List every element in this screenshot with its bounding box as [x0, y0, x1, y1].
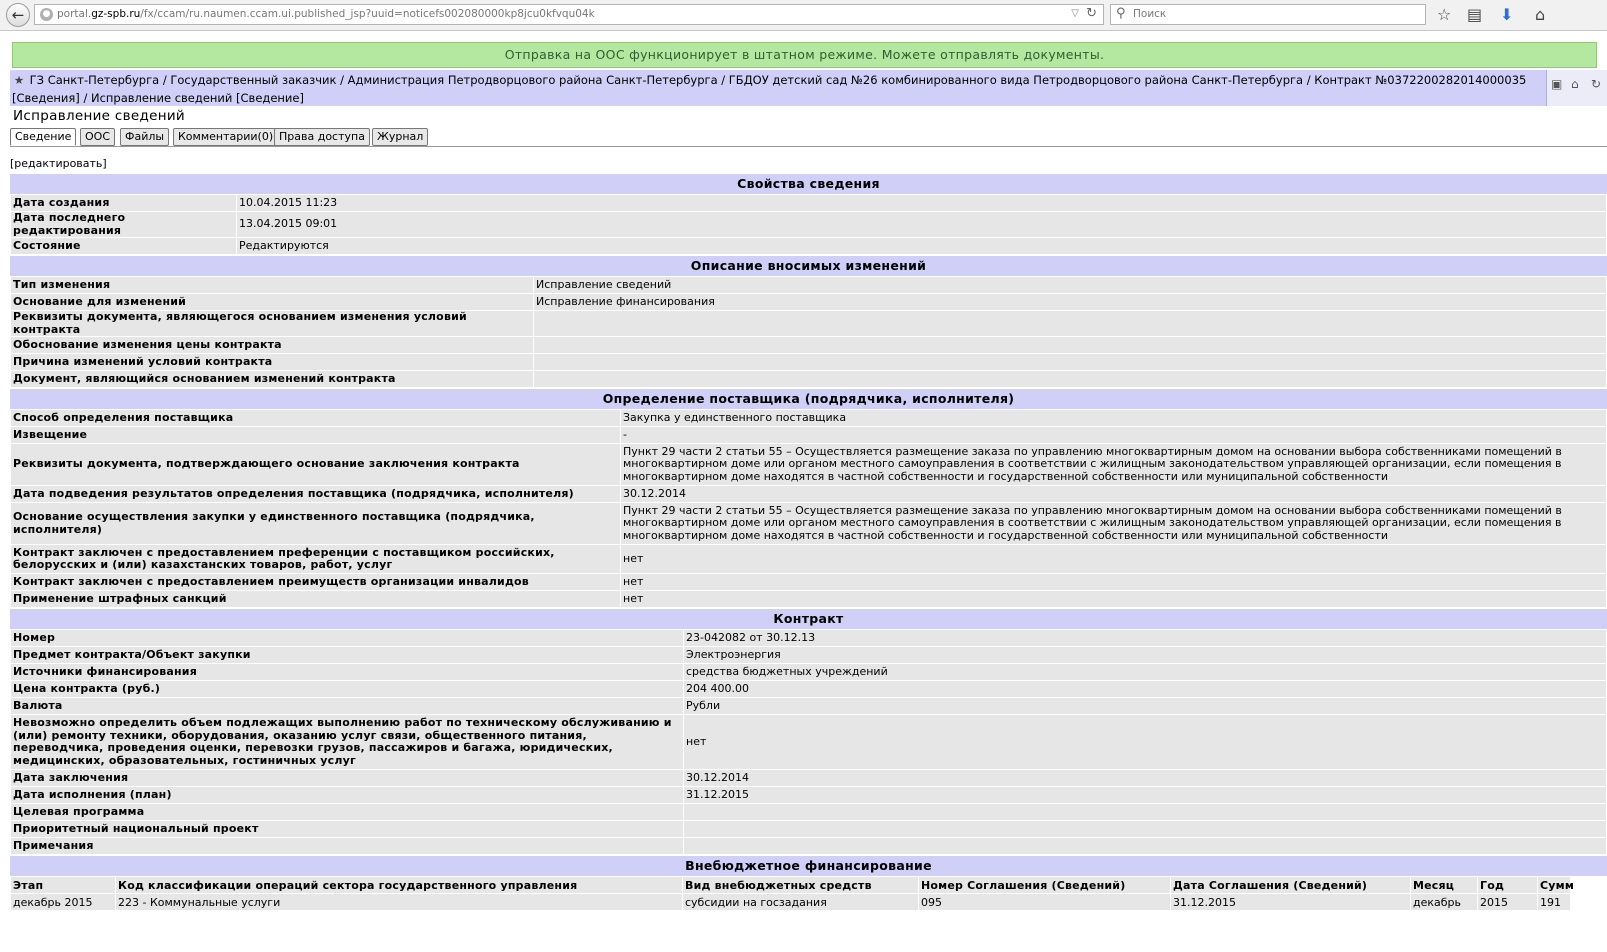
- row-value: [534, 337, 1607, 354]
- table-cell: 31.12.2015: [1171, 894, 1411, 911]
- row-value: Редактируются: [237, 238, 1607, 255]
- row-label: Причина изменений условий контракта: [11, 354, 534, 371]
- row-label: Реквизиты документа, подтверждающего основание заключения контракта: [11, 444, 621, 486]
- row-value: Пункт 29 части 2 статьи 55 – Осуществляется размещение заказа по управлению многоквартирным домом на основании выбора собственниками помещений в многоквартирном доме или органом местного самоуправления в соответствии с жилищным законодательством управляющей организации, если помещения в многоквартирном доме находятся в частной собственности и государственной собственности или муниципальной собственности: [621, 444, 1607, 486]
- row-label: Извещение: [11, 427, 621, 444]
- url-prefix: portal.: [57, 8, 92, 20]
- row-value: [534, 371, 1607, 388]
- table-cell: декабрь: [1411, 894, 1478, 911]
- table-row: [11, 664, 1607, 681]
- refresh-icon[interactable]: ↻: [1591, 77, 1602, 91]
- row-label: Дата подведения результатов определения поставщика (подрядчика, исполнителя): [11, 486, 621, 503]
- row-value: нет: [621, 574, 1607, 591]
- table-row: [11, 212, 1607, 238]
- page-title: Исправление сведений: [13, 108, 185, 124]
- tab-access-rights[interactable]: Права доступа: [274, 128, 370, 146]
- row-value: нет: [621, 591, 1607, 608]
- table-cell: 2015: [1478, 894, 1538, 911]
- table-row: [11, 427, 1607, 444]
- row-label: Номер: [11, 630, 684, 647]
- table-row: [11, 630, 1607, 647]
- url-text[interactable]: [57, 8, 595, 20]
- tab-bar: [10, 128, 1607, 147]
- column-header: Сумм: [1538, 877, 1571, 894]
- table-row: [11, 821, 1607, 838]
- row-label: Основание для изменений: [11, 294, 534, 311]
- table-row: [11, 195, 1607, 212]
- home-small-icon[interactable]: ⌂: [1571, 77, 1579, 91]
- search-placeholder[interactable]: Поиск: [1133, 8, 1167, 20]
- row-label: Способ определения поставщика: [11, 410, 621, 427]
- row-value: 13.04.2015 09:01: [237, 212, 1607, 238]
- breadcrumb-tools: [1546, 70, 1607, 106]
- table-cell: 095: [919, 894, 1171, 911]
- row-value: 30.12.2014: [621, 486, 1607, 503]
- row-value: [684, 821, 1607, 838]
- reload-icon[interactable]: ↻: [1086, 6, 1097, 21]
- row-value: нет: [684, 715, 1607, 770]
- row-value: Исправление сведений: [534, 277, 1607, 294]
- table-row: [11, 337, 1607, 354]
- table-cell: 223 - Коммунальные услуги: [116, 894, 683, 911]
- row-value: [684, 804, 1607, 821]
- column-header: Месяц: [1411, 877, 1478, 894]
- row-label: Дата исполнения (план): [11, 787, 684, 804]
- tab-svedenie[interactable]: Сведение: [10, 128, 76, 146]
- row-label: Дата создания: [11, 195, 237, 212]
- table-row: [11, 698, 1607, 715]
- breadcrumb: [10, 70, 1607, 106]
- edit-link[interactable]: [редактировать]: [10, 157, 107, 170]
- table-row: [11, 838, 1607, 855]
- table-cell: субсидии на госзадания: [683, 894, 919, 911]
- home-icon[interactable]: ⌂: [1535, 5, 1546, 24]
- row-label: Реквизиты документа, являющегося основанием изменения условий контракта: [11, 311, 534, 337]
- row-label: Основание осуществления закупки у единственного поставщика (подрядчика, исполнителя): [11, 503, 621, 545]
- search-icon: ⚲: [1116, 6, 1126, 21]
- row-value: 31.12.2015: [684, 787, 1607, 804]
- address-bar[interactable]: [34, 4, 1104, 25]
- row-label: Контракт заключен с предоставлением преимуществ организации инвалидов: [11, 574, 621, 591]
- breadcrumb-path[interactable]: [12, 73, 1526, 87]
- column-header: Номер Соглашения (Сведений): [919, 877, 1171, 894]
- bookmarks-list-icon[interactable]: ▤: [1467, 5, 1483, 24]
- row-value: 10.04.2015 11:23: [237, 195, 1607, 212]
- bookmark-star-icon[interactable]: ☆: [1437, 5, 1452, 24]
- row-value: Закупка у единственного поставщика: [621, 410, 1607, 427]
- row-value: -: [621, 427, 1607, 444]
- back-arrow-icon[interactable]: ←: [6, 3, 30, 27]
- table-row: [11, 277, 1607, 294]
- table-row: [11, 410, 1607, 427]
- offbudget-table: [10, 876, 1575, 911]
- row-value: 30.12.2014: [684, 770, 1607, 787]
- row-label: Приоритетный национальный проект: [11, 821, 684, 838]
- table-header-row: [11, 877, 1571, 894]
- tab-files[interactable]: Файлы: [120, 128, 169, 146]
- changes-table: [10, 276, 1607, 388]
- row-label: Дата последнего редактирования: [11, 212, 237, 238]
- column-header: Год: [1478, 877, 1538, 894]
- table-cell: 191: [1538, 894, 1571, 911]
- table-row: [11, 715, 1607, 770]
- table-row: [11, 294, 1607, 311]
- column-header: Код классификации операций сектора государственного управления: [116, 877, 683, 894]
- browser-toolbar: [0, 0, 1607, 31]
- row-label: Примечания: [11, 838, 684, 855]
- url-host: gz-spb.ru: [91, 8, 141, 20]
- row-label: Дата заключения: [11, 770, 684, 787]
- row-label: Применение штрафных санкций: [11, 591, 621, 608]
- section-contract-header: Контракт: [10, 608, 1607, 629]
- folder-icon[interactable]: ▣: [1551, 77, 1563, 91]
- table-row: [11, 681, 1607, 698]
- props-table: [10, 194, 1607, 255]
- row-value: 23-042082 от 30.12.13: [684, 630, 1607, 647]
- row-label: Документ, являющийся основанием изменений контракта: [11, 371, 534, 388]
- row-value: Рубли: [684, 698, 1607, 715]
- supplier-table: [10, 409, 1607, 608]
- section-props-header: Свойства сведения: [10, 173, 1607, 194]
- status-notice: Отправка на ООС функционирует в штатном режиме. Можете отправлять документы.: [12, 42, 1597, 68]
- row-label: Тип изменения: [11, 277, 534, 294]
- row-label: Цена контракта (руб.): [11, 681, 684, 698]
- row-label: Невозможно определить объем подлежащих выполнению работ по техническому обслуживанию и (или) ремонту техники, оборудования, оказанию услуг связи, общественного питания, переводчика, проведения оценки, перевозки грузов, пассажиров и багажа, юридических, медицинских, образовательных, гостиничных услуг: [11, 715, 684, 770]
- section-supplier-header: Определение поставщика (подрядчика, исполнителя): [10, 388, 1607, 409]
- table-row: [11, 354, 1607, 371]
- tab-journal[interactable]: Журнал: [372, 128, 428, 146]
- row-label: Целевая программа: [11, 804, 684, 821]
- contract-table: [10, 629, 1607, 855]
- table-row: [11, 804, 1607, 821]
- history-dropdown-icon[interactable]: ▽: [1071, 8, 1079, 19]
- table-row: [11, 545, 1607, 574]
- table-row: [11, 591, 1607, 608]
- section-offbudget-header: Внебюджетное финансирование: [10, 855, 1607, 876]
- page: [0, 36, 1607, 911]
- breadcrumb-path-text[interactable]: ГЗ Санкт-Петербурга / Государственный заказчик / Администрация Петродворцового района Санкт-Петербурга / ГБДОУ детский сад №26 комбинированного вида Петродворцового района Санкт-Петербурга / Контракт №0372200282014000035: [29, 73, 1527, 87]
- row-value: Пункт 29 части 2 статьи 55 – Осуществляется размещение заказа по управлению многоквартирным домом на основании выбора собственниками помещений в многоквартирном доме или органом местного самоуправления в соответствии с жилищным законодательством управляющей организации, если помещения в многоквартирном доме находятся в частной собственности и государственной собственности или муниципальной собственности: [621, 503, 1607, 545]
- column-header: Дата Соглашения (Сведений): [1171, 877, 1411, 894]
- breadcrumb-current[interactable]: [Сведения] / Исправление сведений [Сведение]: [12, 91, 304, 105]
- row-value: средства бюджетных учреждений: [684, 664, 1607, 681]
- table-row: [11, 311, 1607, 337]
- table-row: [11, 787, 1607, 804]
- row-label: Источники финансирования: [11, 664, 684, 681]
- column-header: Этап: [11, 877, 116, 894]
- row-label: Валюта: [11, 698, 684, 715]
- table-row: [11, 371, 1607, 388]
- table-row: [11, 238, 1607, 255]
- row-value: 204 400.00: [684, 681, 1607, 698]
- table-row: [11, 894, 1571, 911]
- tree-icon: ★: [13, 73, 25, 87]
- table-row: [11, 770, 1607, 787]
- row-value: [534, 354, 1607, 371]
- row-value: Электроэнергия: [684, 647, 1607, 664]
- row-value: нет: [621, 545, 1607, 574]
- row-label: Предмет контракта/Объект закупки: [11, 647, 684, 664]
- table-row: [11, 647, 1607, 664]
- table-row: [11, 574, 1607, 591]
- table-row: [11, 444, 1607, 486]
- row-label: Обоснование изменения цены контракта: [11, 337, 534, 354]
- row-value: [684, 838, 1607, 855]
- table-cell: декабрь 2015: [11, 894, 116, 911]
- row-value: Исправление финансирования: [534, 294, 1607, 311]
- row-value: [534, 311, 1607, 337]
- table-row: [11, 503, 1607, 545]
- tab-oos[interactable]: ООС: [80, 128, 115, 146]
- row-label: Состояние: [11, 238, 237, 255]
- section-changes-header: Описание вносимых изменений: [10, 255, 1607, 276]
- url-path: /fx/ccam/ru.naumen.ccam.ui.published_jsp?uuid=noticefs002080000kp8jcu0kfvqu04k: [140, 8, 595, 20]
- globe-icon: ●: [40, 8, 53, 21]
- column-header: Вид внебюджетных средств: [683, 877, 919, 894]
- row-label: Контракт заключен с предоставлением преференции с поставщиком российских, белорусских и (или) казахстанских товаров, работ, услуг: [11, 545, 621, 574]
- downloads-icon[interactable]: ⬇: [1500, 5, 1514, 24]
- browser-search[interactable]: [1110, 4, 1426, 25]
- tab-comments[interactable]: Комментарии(0): [173, 128, 278, 146]
- table-row: [11, 486, 1607, 503]
- content: [10, 147, 1607, 911]
